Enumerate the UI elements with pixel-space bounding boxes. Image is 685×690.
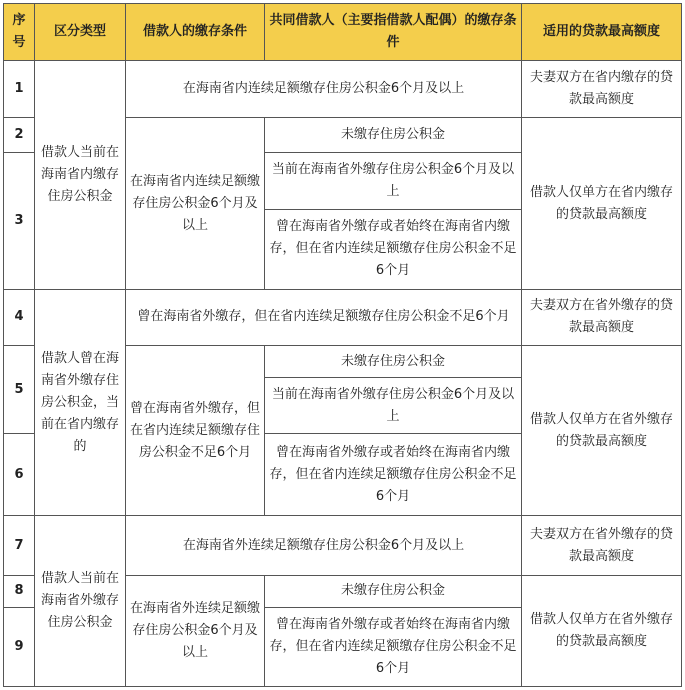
row-number: 5 [4, 345, 35, 433]
coborrower-condition-cell: 未缴存住房公积金 [265, 345, 522, 377]
max-limit-cell: 夫妻双方在省外缴存的贷款最高额度 [522, 289, 682, 345]
coborrower-condition-cell: 未缴存住房公积金 [265, 575, 522, 607]
coborrower-condition-cell: 曾在海南省外缴存或者始终在海南省内缴存，但在省内连续足额缴存住房公积金不足6个月 [265, 434, 522, 516]
max-limit-cell: 借款人仅单方在省外缴存的贷款最高额度 [522, 575, 682, 686]
max-limit-cell: 夫妻双方在省内缴存的贷款最高额度 [522, 61, 682, 118]
table-row [4, 516, 682, 575]
coborrower-condition-cell: 当前在海南省外缴存住房公积金6个月及以上 [265, 153, 522, 209]
max-limit-cell: 借款人仅单方在省内缴存的贷款最高额度 [522, 118, 682, 289]
row-number: 6 [4, 434, 35, 516]
row-number: 8 [4, 575, 35, 607]
header-seq: 序号 [4, 4, 35, 61]
coborrower-condition-cell: 未缴存住房公积金 [265, 118, 522, 153]
table-row [4, 61, 682, 118]
header-row [4, 4, 682, 61]
loan-eligibility-table [3, 3, 682, 687]
row-number: 4 [4, 289, 35, 345]
coborrower-condition-cell: 曾在海南省外缴存或者始终在海南省内缴存，但在省内连续足额缴存住房公积金不足6个月 [265, 607, 522, 686]
coborrower-condition-cell: 曾在海南省外缴存或者始终在海南省内缴存，但在省内连续足额缴存住房公积金不足6个月 [265, 209, 522, 289]
row-number: 2 [4, 118, 35, 153]
category-cell: 借款人曾在海南省外缴存住房公积金，当前在省内缴存的 [35, 289, 126, 516]
full-condition-cell: 在海南省外连续足额缴存住房公积金6个月及以上 [126, 516, 522, 575]
borrower-condition-cell: 曾在海南省外缴存，但在省内连续足额缴存住房公积金不足6个月 [126, 345, 265, 515]
row-number: 9 [4, 607, 35, 686]
row-number: 1 [4, 61, 35, 118]
max-limit-cell: 借款人仅单方在省外缴存的贷款最高额度 [522, 345, 682, 515]
header-borrower-condition: 借款人的缴存条件 [126, 4, 265, 61]
borrower-condition-cell: 在海南省内连续足额缴存住房公积金6个月及以上 [126, 118, 265, 289]
header-category: 区分类型 [35, 4, 126, 61]
row-number: 3 [4, 153, 35, 289]
category-cell: 借款人当前在海南省外缴存住房公积金 [35, 516, 126, 687]
table-row [4, 289, 682, 345]
full-condition-cell: 曾在海南省外缴存，但在省内连续足额缴存住房公积金不足6个月 [126, 289, 522, 345]
header-coborrower-condition: 共同借款人（主要指借款人配偶）的缴存条件 [265, 4, 522, 61]
header-max-limit: 适用的贷款最高额度 [522, 4, 682, 61]
full-condition-cell: 在海南省内连续足额缴存住房公积金6个月及以上 [126, 61, 522, 118]
max-limit-cell: 夫妻双方在省外缴存的贷款最高额度 [522, 516, 682, 575]
coborrower-condition-cell: 当前在海南省外缴存住房公积金6个月及以上 [265, 378, 522, 434]
borrower-condition-cell: 在海南省外连续足额缴存住房公积金6个月及以上 [126, 575, 265, 686]
row-number: 7 [4, 516, 35, 575]
category-cell: 借款人当前在海南省内缴存住房公积金 [35, 61, 126, 290]
